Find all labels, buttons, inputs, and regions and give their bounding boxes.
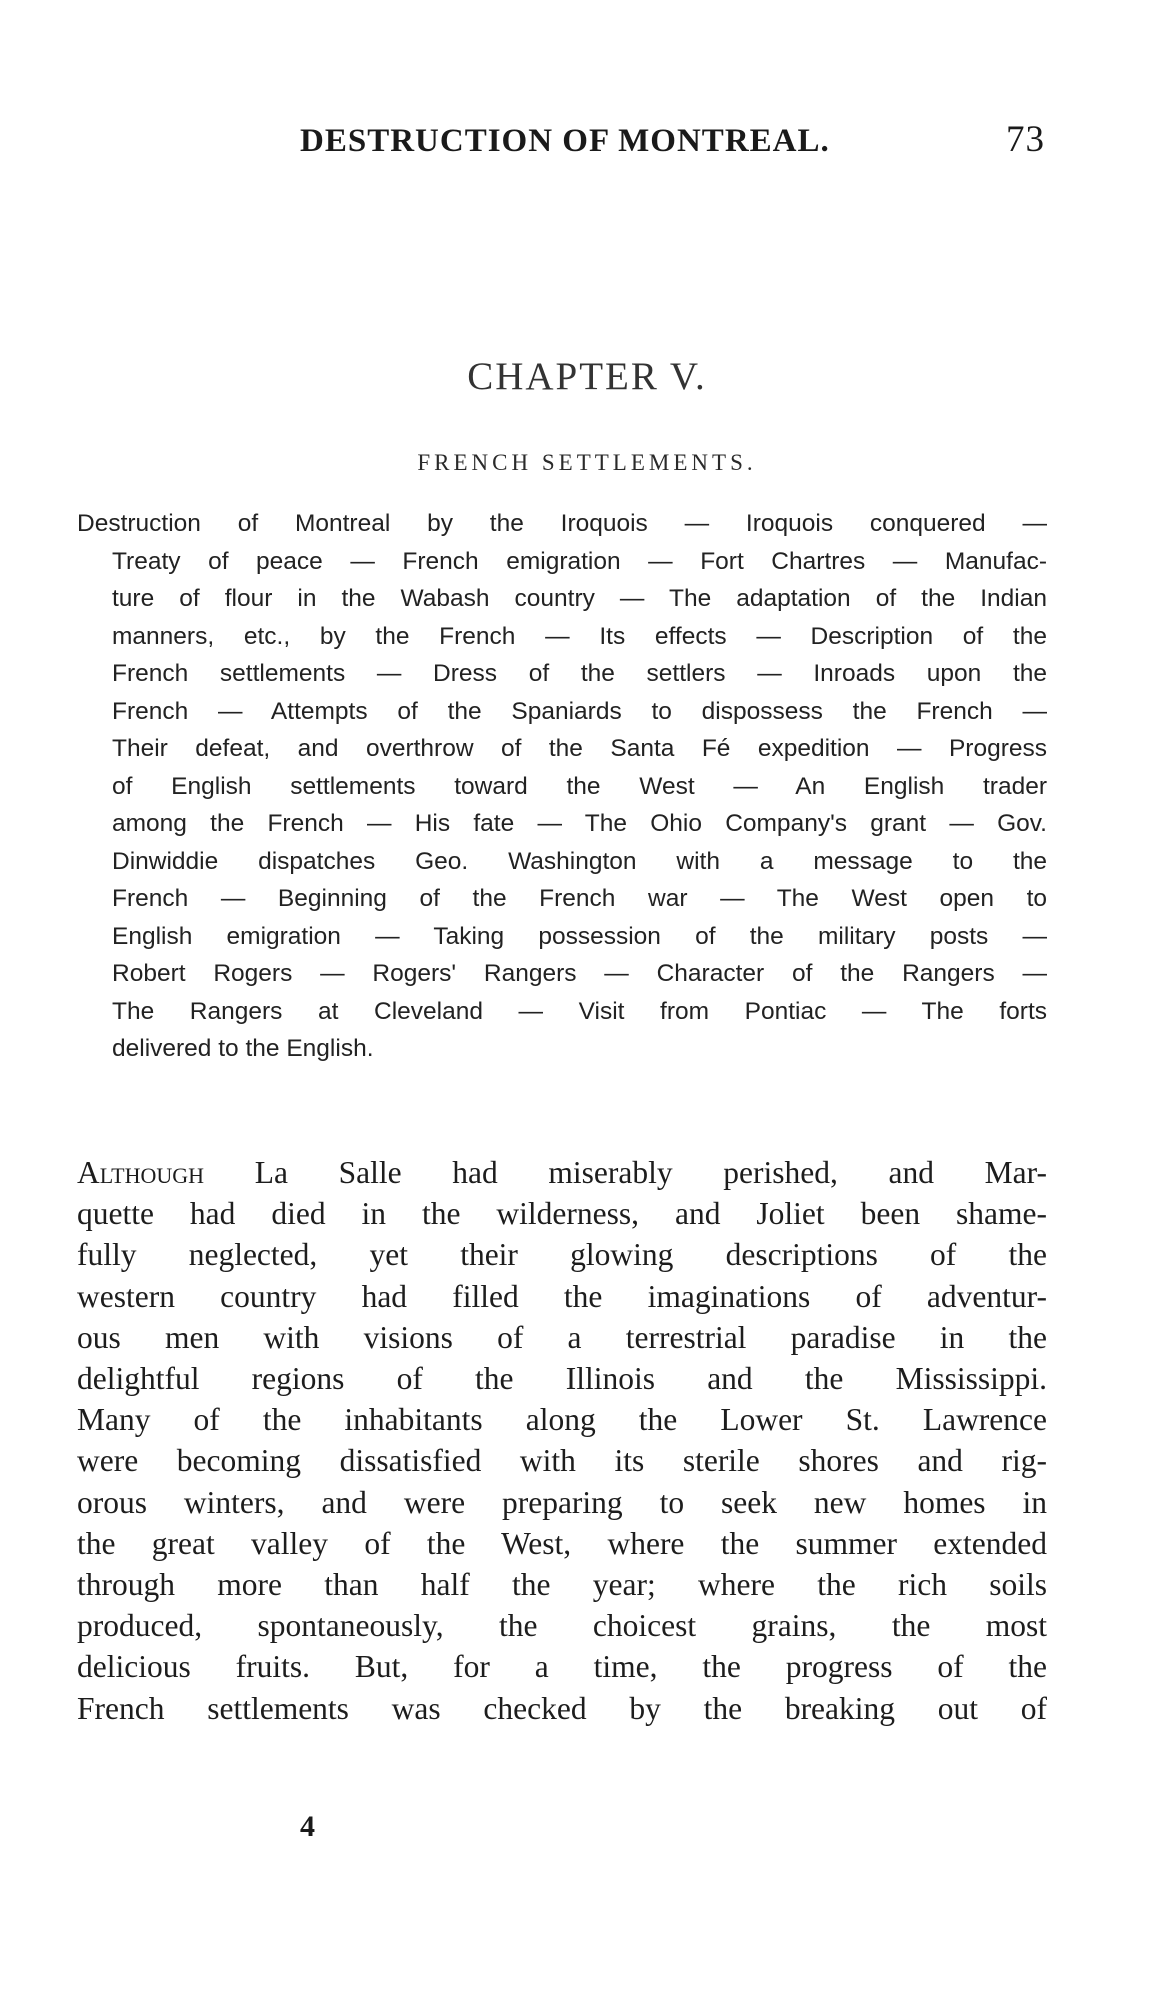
body-line: western country had filled the imaginations of adventur-	[77, 1278, 1047, 1314]
synopsis-line: among the French — His fate — The Ohio Company's grant — Gov.	[112, 810, 1047, 837]
body-line: delicious fruits. But, for a time, the progress of the	[77, 1649, 1047, 1685]
page-number: 73	[1006, 119, 1045, 160]
running-title: DESTRUCTION OF MONTREAL.	[300, 123, 830, 159]
synopsis-line: manners, etc., by the French — Its effects — Description of the	[112, 622, 1047, 650]
synopsis-line: Their defeat, and overthrow of the Santa Fé expedition — Progress	[112, 735, 1047, 762]
chapter-synopsis	[77, 505, 1047, 1068]
body-line: produced, spontaneously, the choicest grains, the most	[77, 1608, 1047, 1644]
chapter-subtitle: FRENCH SETTLEMENTS.	[417, 450, 757, 475]
synopsis-line: French settlements — Dress of the settlers — Inroads upon the	[112, 660, 1047, 687]
body-line: ous men with visions of a terrestrial paradise in the	[77, 1319, 1047, 1355]
synopsis-line: French — Attempts of the Spaniards to dispossess the French —	[112, 697, 1047, 725]
body-line: Many of the inhabitants along the Lower St. Lawrence	[77, 1402, 1047, 1438]
synopsis-line: Dinwiddie dispatches Geo. Washington with a message to the	[112, 847, 1047, 875]
body-paragraph	[77, 1152, 1047, 1729]
synopsis-line: English emigration — Taking possession of the military posts —	[112, 922, 1047, 950]
synopsis-line: ture of flour in the Wabash country — The adaptation of the Indian	[112, 585, 1047, 612]
chapter-heading: CHAPTER V.	[467, 355, 707, 398]
body-line: quette had died in the wilderness, and Joliet been shame-	[77, 1196, 1047, 1232]
synopsis-line: of English settlements toward the West — An English trader	[112, 772, 1047, 800]
body-line: delightful regions of the Illinois and the Mississippi.	[77, 1361, 1047, 1397]
body-line: were becoming dissatisfied with its sterile shores and rig-	[77, 1443, 1047, 1479]
synopsis-line: Treaty of peace — French emigration — Fort Chartres — Manufac-	[112, 547, 1047, 575]
lead-in-word: Although	[77, 1155, 205, 1190]
first-line-text: La Salle had miserably perished, and Mar-	[204, 1155, 1047, 1190]
synopsis-line: Destruction of Montreal by the Iroquois — Iroquois conquered —	[77, 510, 1047, 537]
synopsis-line: Robert Rogers — Rogers' Rangers — Character of the Rangers —	[112, 960, 1047, 987]
body-line: orous winters, and were preparing to seek new homes in	[77, 1484, 1047, 1520]
signature-mark: 4	[300, 1810, 315, 1843]
body-line	[77, 1152, 1047, 1193]
synopsis-line: French — Beginning of the French war — The West open to	[112, 885, 1047, 912]
synopsis-line: delivered to the English.	[112, 1035, 374, 1062]
running-head	[300, 118, 1045, 161]
body-line: through more than half the year; where the rich soils	[77, 1567, 1047, 1603]
body-line: fully neglected, yet their glowing descriptions of the	[77, 1237, 1047, 1273]
synopsis-line: The Rangers at Cleveland — Visit from Pontiac — The forts	[112, 997, 1047, 1025]
body-line: the great valley of the West, where the summer extended	[77, 1525, 1047, 1561]
body-line: French settlements was checked by the breaking out of	[77, 1690, 1047, 1726]
